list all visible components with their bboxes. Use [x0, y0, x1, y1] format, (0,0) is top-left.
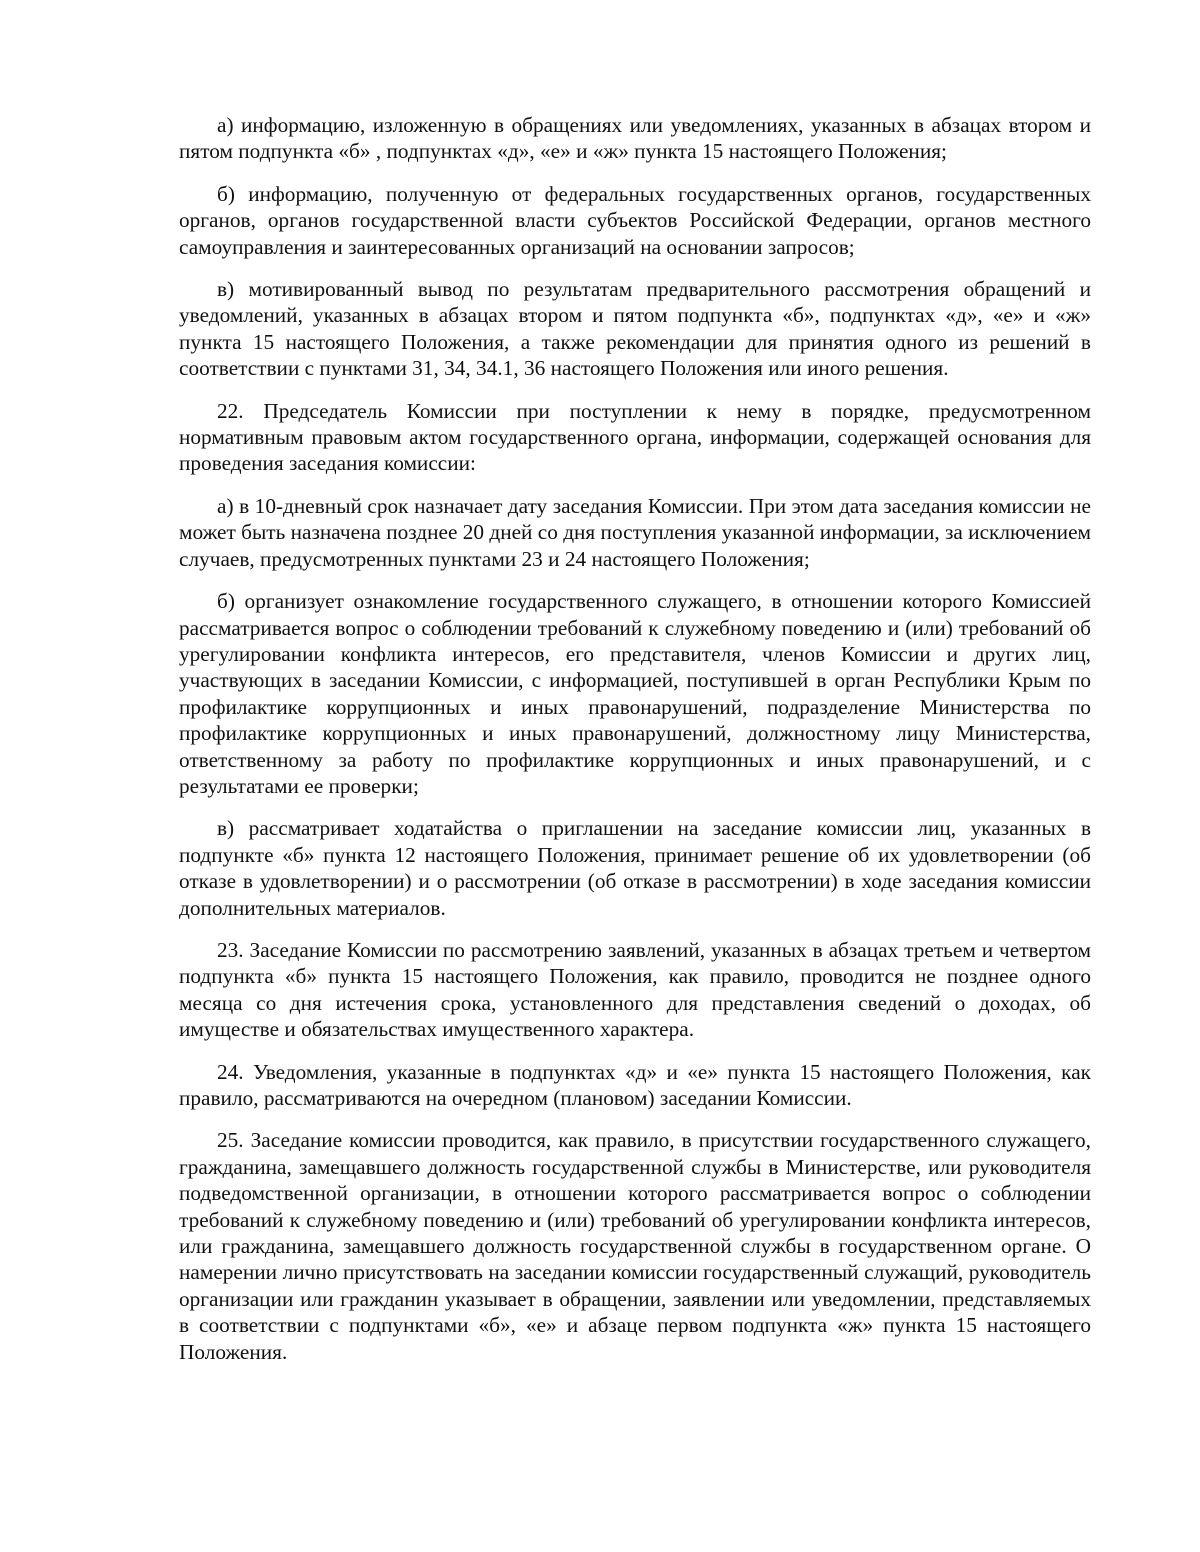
paragraph-24: 24. Уведомления, указанные в подпунктах «д» и «е» пункта 15 настоящего Положения, как правило, рассматриваются на очередном (плановом) заседании Комиссии.: [179, 1059, 1091, 1110]
paragraph-22-a: а) в 10-дневный срок назначает дату заседания Комиссии. При этом дата заседания комиссии не может быть назначена позднее 20 дней со дня поступления указанной информации, за исключением случаев, предусмотренных пунктами 23 и 24 настоящего Положения;: [179, 493, 1091, 571]
paragraph-21-v: в) мотивированный вывод по результатам предварительного рассмотрения обращений и уведомлений, указанных в абзацах втором и пятом подпункта «б», подпунктах «д», «е» и «ж» пункта 15 настоящего Положения, а также рекомендации для принятия одного из решений в соответствии с пунктами 31, 34, 34.1, 36 настоящего Положения или иного решения.: [179, 277, 1091, 381]
paragraph-25: 25. Заседание комиссии проводится, как правило, в присутствии государственного служащего, гражданина, замещавшего должность государственной службы в Министерстве, или руководителя подведомственной организации, в отношении которого рассматривается вопрос о соблюдении требований к служебному поведению и (или) требований об урегулировании конфликта интересов, или гражданина, замещавшего должность государственной службы в государственном органе. О намерении лично присутствовать на заседании комиссии государственный служащий, руководитель организации или гражданин указывает в обращении, заявлении или уведомлении, представляемых в соответствии с подпунктами «б», «е» и абзаце первом подпункта «ж» пункта 15 настоящего Положения.: [179, 1128, 1091, 1364]
paragraph-22: 22. Председатель Комиссии при поступлении к нему в порядке, предусмотренном нормативным правовым актом государственного органа, информации, содержащей основания для проведения заседания комиссии:: [179, 398, 1091, 476]
document-page: [179, 112, 1091, 1381]
paragraph-21-b: б) информацию, полученную от федеральных государственных органов, государственных органов, органов государственной власти субъектов Российской Федерации, органов местного самоуправления и заинтересованных организаций на основании запросов;: [179, 181, 1091, 259]
paragraph-22-v: в) рассматривает ходатайства о приглашении на заседание комиссии лиц, указанных в подпункте «б» пункта 12 настоящего Положения, принимает решение об их удовлетворении (об отказе в удовлетворении) и о рассмотрении (об отказе в рассмотрении) в ходе заседания комиссии дополнительных материалов.: [179, 816, 1091, 920]
paragraph-23: 23. Заседание Комиссии по рассмотрению заявлений, указанных в абзацах третьем и четвертом подпункта «б» пункта 15 настоящего Положения, как правило, проводится не позднее одного месяца со дня истечения срока, установленного для представления сведений о доходах, об имуществе и обязательствах имущественного характера.: [179, 937, 1091, 1042]
paragraph-21-a: а) информацию, изложенную в обращениях или уведомлениях, указанных в абзацах втором и пятом подпункта «б» , подпунктах «д», «е» и «ж» пункта 15 настоящего Положения;: [179, 113, 1091, 164]
paragraph-22-b: б) организует ознакомление государственного служащего, в отношении которого Комиссией рассматривается вопрос о соблюдении требований к служебному поведению и (или) требований об урегулировании конфликта интересов, его представителя, членов Комиссии и других лиц, участвующих в заседании Комиссии, с информацией, поступившей в орган Республики Крым по профилактике коррупционных и иных правонарушений, подразделение Министерства по профилактике коррупционных и иных правонарушений, должностному лицу Министерства, ответственному за работу по профилактике коррупционных и иных правонарушений, и с результатами ее проверки;: [179, 589, 1091, 798]
